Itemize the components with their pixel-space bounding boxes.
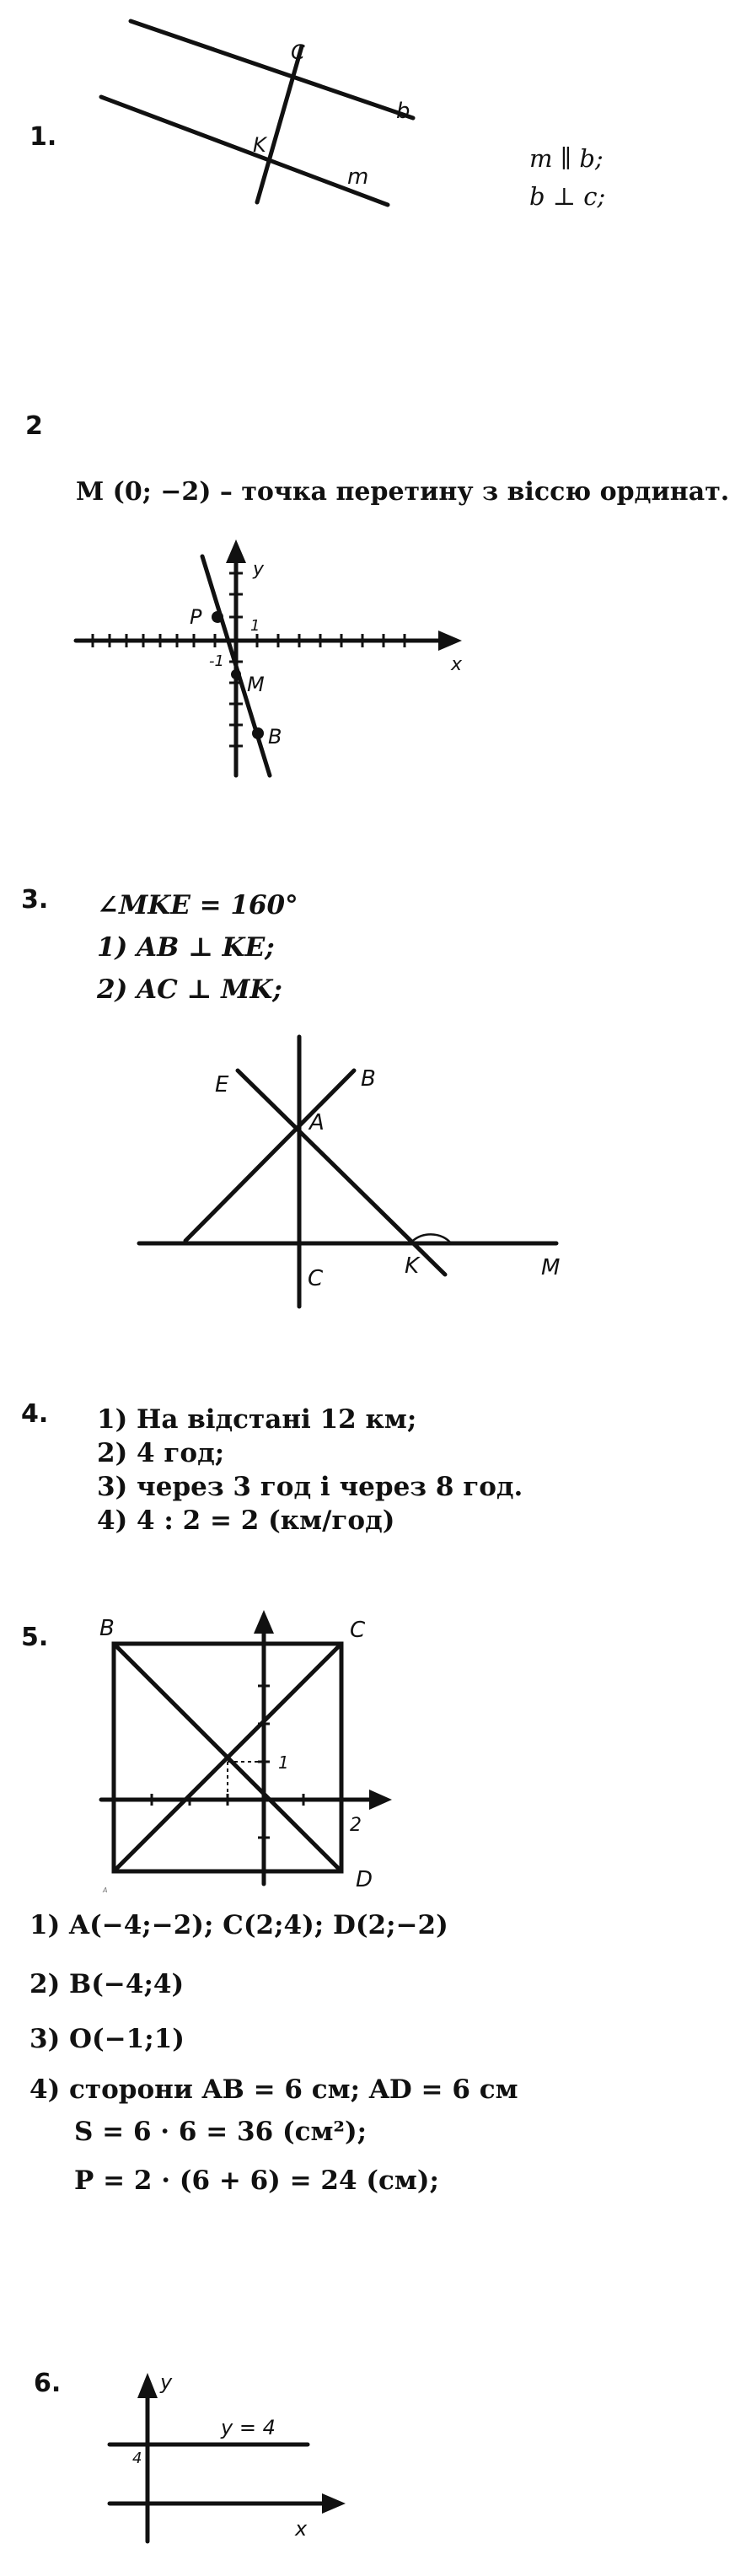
- problem-3-line-1: ∠MKE = 160°: [97, 890, 298, 920]
- problem-6-figure: [0, 2352, 388, 2546]
- label-p: P: [190, 605, 202, 629]
- label-y-equals-4: y = 4: [221, 2416, 276, 2439]
- problem-3-number: 3.: [21, 885, 49, 915]
- problem-2-number: 2: [25, 411, 43, 441]
- problem-5-number: 5.: [21, 1623, 49, 1652]
- label-k: K: [253, 133, 266, 157]
- problem-5-line-5: S = 6 · 6 = 36 (см²);: [74, 2117, 368, 2147]
- problem-5-line-1: 1) A(−4;−2); C(2;4); D(2;−2): [30, 1910, 448, 1940]
- label-b: b: [396, 99, 410, 124]
- label-d: D: [356, 1867, 373, 1892]
- y-axis-arrow-icon: [254, 1610, 274, 1634]
- x-axis-arrow-icon: [369, 1790, 392, 1810]
- label-minus-one: -1: [209, 652, 224, 670]
- y-axis-arrow-icon: [137, 2373, 158, 2398]
- x-axis-arrow-icon: [438, 631, 462, 651]
- x-axis-arrow-icon: [322, 2493, 346, 2514]
- problem-4-line-2: 2) 4 год;: [97, 1438, 225, 1468]
- problem-1-line-1: m ∥ b;: [529, 144, 604, 173]
- label-two: 2: [350, 1815, 362, 1836]
- label-b: B: [361, 1066, 376, 1092]
- point-m: [231, 669, 241, 679]
- label-k: K: [405, 1253, 420, 1279]
- problem-4-number: 4.: [21, 1399, 49, 1429]
- label-b: B: [99, 1616, 115, 1641]
- label-one: 1: [278, 1752, 289, 1773]
- label-x: x: [451, 654, 463, 675]
- line-c: [257, 46, 302, 202]
- problem-2-figure: [0, 523, 506, 792]
- label-one: 1: [250, 617, 260, 635]
- problem-6-number: 6.: [34, 2369, 62, 2398]
- point-p: [212, 611, 223, 623]
- problem-1-line-2: b ⊥ c;: [529, 182, 606, 211]
- label-four: 4: [132, 2450, 142, 2467]
- label-a: A: [309, 1110, 325, 1135]
- line-b: [131, 21, 413, 118]
- problem-3-line-3: 2) AC ⊥ MK;: [97, 974, 282, 1005]
- label-c: C: [350, 1618, 366, 1643]
- problem-1-number: 1.: [30, 122, 57, 152]
- label-y: y: [253, 559, 265, 580]
- problem-4-line-1: 1) На відстані 12 км;: [97, 1404, 417, 1435]
- problem-5-line-2: 2) B(−4;4): [30, 1969, 185, 1999]
- problem-1-figure: [0, 0, 506, 219]
- problem-5-figure: [0, 1602, 506, 1894]
- line-ab: [185, 1071, 354, 1241]
- label-c: C: [291, 40, 305, 64]
- label-m: M: [541, 1255, 561, 1280]
- label-m: m: [347, 164, 369, 190]
- problem-3-figure: [0, 1020, 607, 1323]
- y-axis-arrow-icon: [226, 539, 246, 563]
- label-y: y: [160, 2370, 173, 2394]
- label-a: A: [103, 1886, 108, 1894]
- problem-5-line-4: 4) сторони AB = 6 см; AD = 6 см: [30, 2074, 518, 2105]
- problem-4-line-4: 4) 4 : 2 = 2 (км/год): [97, 1505, 395, 1536]
- problem-5-line-6: P = 2 · (6 + 6) = 24 (см);: [74, 2165, 439, 2196]
- problem-4-line-3: 3) через 3 год і через 8 год.: [97, 1472, 523, 1502]
- problem-2-statement: M (0; −2) – точка перетину з віссю ординат.: [76, 477, 730, 507]
- label-b: B: [268, 725, 282, 749]
- label-e: E: [215, 1072, 229, 1097]
- line-m: [101, 97, 388, 205]
- label-x: x: [295, 2517, 308, 2541]
- point-b: [252, 727, 264, 739]
- problem-3-line-2: 1) AB ⊥ KE;: [97, 932, 275, 963]
- label-c: C: [308, 1266, 324, 1291]
- label-m: M: [247, 673, 265, 696]
- problem-5-line-3: 3) O(−1;1): [30, 2024, 185, 2054]
